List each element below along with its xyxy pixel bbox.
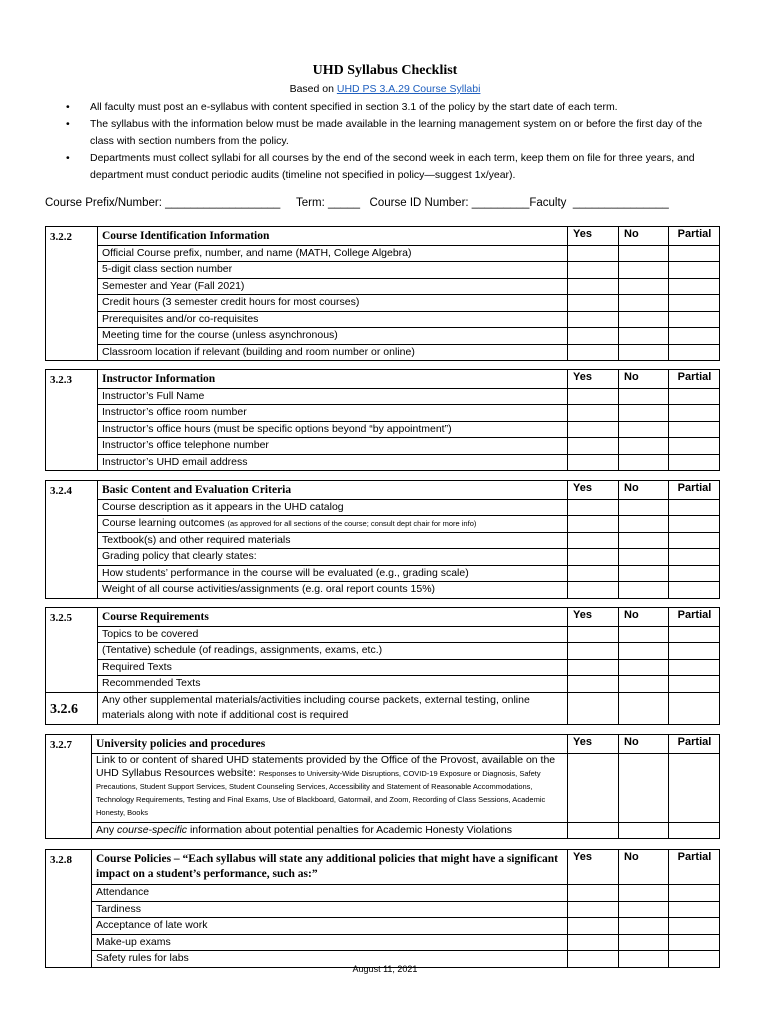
no-header: No xyxy=(619,227,669,246)
checklist-item: Any course-specific information about potential penalties for Academic Honesty Violations xyxy=(92,822,568,839)
section-3-2-3 xyxy=(45,369,720,471)
partial-cell[interactable] xyxy=(669,405,720,422)
partial-cell[interactable] xyxy=(669,582,720,599)
yes-header: Yes xyxy=(568,735,619,754)
no-cell[interactable] xyxy=(619,822,669,839)
no-cell[interactable] xyxy=(619,643,669,660)
no-cell[interactable] xyxy=(619,328,669,345)
checklist-item: Prerequisites and/or co-requisites xyxy=(98,311,568,328)
partial-header: Partial xyxy=(669,735,720,754)
partial-cell[interactable] xyxy=(669,245,720,262)
no-cell[interactable] xyxy=(619,388,669,405)
yes-cell[interactable] xyxy=(568,454,619,471)
partial-cell[interactable] xyxy=(669,344,720,361)
no-cell[interactable] xyxy=(619,582,669,599)
yes-header: Yes xyxy=(568,481,619,500)
shared-statements-note: Responses to University-Wide Disruptions, COVID-19 Exposure or Diagnosis, Safety Precautions, Student Support Services, Student Counseling Services, Accessibility and Statement of Reasonable Accommodations, Technology Requirements, Testing and Final Exams, Use of Blackboard, Gatormail, and Zoom, Recording of Class Sessions, Academic Honesty, Books xyxy=(96,768,546,817)
checklist-item: Meeting time for the course (unless asynchronous) xyxy=(98,328,568,345)
no-cell[interactable] xyxy=(619,245,669,262)
partial-cell[interactable] xyxy=(669,901,720,918)
section-number: 3.2.4 xyxy=(46,481,98,599)
yes-cell[interactable] xyxy=(568,532,619,549)
partial-header: Partial xyxy=(669,370,720,389)
yes-cell[interactable] xyxy=(568,753,619,822)
no-header: No xyxy=(619,481,669,500)
no-cell[interactable] xyxy=(619,918,669,935)
section-heading: Course Policies – “Each syllabus will state any additional policies that might have a significant impact on a student’s performance, such as:” xyxy=(92,850,568,885)
bullet-icon: • xyxy=(66,152,70,164)
no-cell[interactable] xyxy=(619,262,669,279)
section-heading: Course Requirements xyxy=(98,608,568,627)
no-cell[interactable] xyxy=(619,405,669,422)
yes-cell[interactable] xyxy=(568,659,619,676)
bullet-icon: • xyxy=(66,118,70,130)
no-cell[interactable] xyxy=(619,659,669,676)
outcomes-note: (as approved for all sections of the course; consult dept chair for more info) xyxy=(227,519,477,528)
section-heading: Basic Content and Evaluation Criteria xyxy=(98,481,568,500)
section-number: 3.2.5 xyxy=(46,608,98,693)
checklist-item: Link to or content of shared UHD statements provided by the Office of the Provost, available on the UHD Syllabus Resources website: Responses to University-Wide Disruptions, COVID-19 Exposure or Diagnosis, Safety Precautions, Student Support Services, Student Counseling Services, Accessibility and Statement of Reasonable Accommodations, Technology Requirements, Testing and Final Exams, Use of Blackboard, Gatormail, and Zoom, Recording of Class Sessions, Academic Honesty, Books xyxy=(92,753,568,822)
partial-cell[interactable] xyxy=(669,421,720,438)
checklist-item: Safety rules for labs xyxy=(92,951,568,968)
yes-cell[interactable] xyxy=(568,901,619,918)
partial-header: Partial xyxy=(669,850,720,885)
partial-cell[interactable] xyxy=(669,516,720,533)
partial-cell[interactable] xyxy=(669,676,720,693)
checklist-item: Textbook(s) and other required materials xyxy=(98,532,568,549)
section-3-2-7 xyxy=(45,734,720,839)
no-cell[interactable] xyxy=(619,753,669,822)
yes-header: Yes xyxy=(568,608,619,627)
partial-cell[interactable] xyxy=(669,753,720,822)
partial-cell[interactable] xyxy=(669,388,720,405)
partial-cell[interactable] xyxy=(669,499,720,516)
no-cell[interactable] xyxy=(619,901,669,918)
section-number: 3.2.2 xyxy=(46,227,98,361)
partial-cell[interactable] xyxy=(669,565,720,582)
checklist-item: Instructor’s office room number xyxy=(98,405,568,422)
section-number: 3.2.3 xyxy=(46,370,98,471)
bullet-item: • The syllabus with the information below must be made available in the learning management system on or before the first day of the class with section numbers from the policy. xyxy=(66,118,703,147)
section-3-2-4 xyxy=(45,480,720,599)
checklist-item: 5-digit class section number xyxy=(98,262,568,279)
checklist-item: Instructor’s Full Name xyxy=(98,388,568,405)
checklist-item: Make-up exams xyxy=(92,934,568,951)
yes-cell[interactable] xyxy=(568,565,619,582)
no-cell[interactable] xyxy=(619,626,669,643)
checklist-item: Any other supplemental materials/activities including course packets, external testing, online materials along with note if additional cost is required xyxy=(98,692,568,724)
checklist-item: Official Course prefix, number, and name (MATH, College Algebra) xyxy=(98,245,568,262)
no-cell[interactable] xyxy=(619,454,669,471)
yes-cell[interactable] xyxy=(568,388,619,405)
checklist-subitem: How students’ performance in the course will be evaluated (e.g., grading scale) xyxy=(98,565,568,582)
section-heading: Instructor Information xyxy=(98,370,568,389)
partial-cell[interactable] xyxy=(669,532,720,549)
checklist-item: Required Texts xyxy=(98,659,568,676)
checklist-item: Instructor’s UHD email address xyxy=(98,454,568,471)
checklist-item: Course description as it appears in the UHD catalog xyxy=(98,499,568,516)
yes-header: Yes xyxy=(568,370,619,389)
partial-cell[interactable] xyxy=(669,692,720,724)
no-cell[interactable] xyxy=(619,278,669,295)
yes-cell[interactable] xyxy=(568,822,619,839)
bullet-item: • Departments must collect syllabi for all courses by the end of the second week in each term, keep them on file for three years, and department must conduct periodic audits (timeline not specified in policy—suggest 1x/year). xyxy=(66,152,695,181)
partial-cell[interactable] xyxy=(669,626,720,643)
partial-cell[interactable] xyxy=(669,328,720,345)
course-info-fields[interactable]: Course Prefix/Number: __________________ Term: _____ Course ID Number: _________Faculty _______________ xyxy=(45,197,669,209)
partial-cell[interactable] xyxy=(669,934,720,951)
yes-cell[interactable] xyxy=(568,549,619,566)
yes-cell[interactable] xyxy=(568,328,619,345)
partial-header: Partial xyxy=(669,227,720,246)
no-header: No xyxy=(619,370,669,389)
yes-cell[interactable] xyxy=(568,295,619,312)
partial-cell[interactable] xyxy=(669,295,720,312)
yes-cell[interactable] xyxy=(568,516,619,533)
yes-cell[interactable] xyxy=(568,421,619,438)
based-on-line xyxy=(0,83,770,95)
partial-cell[interactable] xyxy=(669,311,720,328)
yes-cell[interactable] xyxy=(568,885,619,902)
partial-header: Partial xyxy=(669,481,720,500)
checklist-item: Semester and Year (Fall 2021) xyxy=(98,278,568,295)
yes-cell[interactable] xyxy=(568,676,619,693)
checklist-item: Grading policy that clearly states: xyxy=(98,549,568,566)
no-cell[interactable] xyxy=(619,934,669,951)
yes-cell[interactable] xyxy=(568,934,619,951)
section-number: 3.2.7 xyxy=(46,735,92,839)
section-heading: Course Identification Information xyxy=(98,227,568,246)
partial-cell[interactable] xyxy=(669,659,720,676)
checklist-item: (Tentative) schedule (of readings, assignments, exams, etc.) xyxy=(98,643,568,660)
checklist-item: Tardiness xyxy=(92,901,568,918)
partial-cell[interactable] xyxy=(669,643,720,660)
yes-cell[interactable] xyxy=(568,405,619,422)
requirements-list xyxy=(66,99,726,184)
checklist-item: Recommended Texts xyxy=(98,676,568,693)
no-cell[interactable] xyxy=(619,311,669,328)
based-on-prefix: Based on xyxy=(289,83,337,95)
yes-cell[interactable] xyxy=(568,438,619,455)
section-3-2-8 xyxy=(45,849,720,968)
no-cell[interactable] xyxy=(619,344,669,361)
checklist-item: Classroom location if relevant (building and room number or online) xyxy=(98,344,568,361)
yes-cell[interactable] xyxy=(568,582,619,599)
section-number: 3.2.8 xyxy=(46,850,92,968)
partial-cell[interactable] xyxy=(669,438,720,455)
no-cell[interactable] xyxy=(619,516,669,533)
yes-cell[interactable] xyxy=(568,311,619,328)
checklist-item: Course learning outcomes (as approved for all sections of the course; consult dept chair for more info) xyxy=(98,516,568,533)
no-cell[interactable] xyxy=(619,676,669,693)
no-cell[interactable] xyxy=(619,295,669,312)
yes-cell[interactable] xyxy=(568,626,619,643)
partial-cell[interactable] xyxy=(669,454,720,471)
no-header: No xyxy=(619,608,669,627)
section-heading: University policies and procedures xyxy=(92,735,568,754)
yes-cell[interactable] xyxy=(568,643,619,660)
checklist-item: Acceptance of late work xyxy=(92,918,568,935)
yes-header: Yes xyxy=(568,850,619,885)
no-header: No xyxy=(619,850,669,885)
bullet-icon: • xyxy=(66,101,70,113)
yes-cell[interactable] xyxy=(568,278,619,295)
partial-cell[interactable] xyxy=(669,549,720,566)
yes-cell[interactable] xyxy=(568,918,619,935)
no-cell[interactable] xyxy=(619,549,669,566)
no-cell[interactable] xyxy=(619,499,669,516)
no-cell[interactable] xyxy=(619,885,669,902)
checklist-item: Topics to be covered xyxy=(98,626,568,643)
checklist-item: Attendance xyxy=(92,885,568,902)
partial-header: Partial xyxy=(669,608,720,627)
checklist-item: Instructor’s office telephone number xyxy=(98,438,568,455)
partial-cell[interactable] xyxy=(669,822,720,839)
partial-cell[interactable] xyxy=(669,885,720,902)
yes-cell[interactable] xyxy=(568,692,619,724)
yes-cell[interactable] xyxy=(568,344,619,361)
policy-link[interactable]: UHD PS 3.A.29 Course Syllabi xyxy=(336,83,481,95)
yes-header: Yes xyxy=(568,227,619,246)
checklist-subitem: Weight of all course activities/assignments (e.g. oral report counts 15%) xyxy=(98,582,568,599)
page-title: UHD Syllabus Checklist xyxy=(312,63,458,78)
no-cell[interactable] xyxy=(619,532,669,549)
yes-cell[interactable] xyxy=(568,499,619,516)
section-3-2-2 xyxy=(45,226,720,361)
checklist-item: Credit hours (3 semester credit hours for most courses) xyxy=(98,295,568,312)
checklist-item: Instructor’s office hours (must be specific options beyond “by appointment”) xyxy=(98,421,568,438)
yes-cell[interactable] xyxy=(568,262,619,279)
no-cell[interactable] xyxy=(619,692,669,724)
partial-cell[interactable] xyxy=(669,278,720,295)
section-3-2-5 xyxy=(45,607,720,725)
section-number: 3.2.6 xyxy=(46,692,98,724)
footer-date: August 11, 2021 xyxy=(352,964,418,974)
no-cell[interactable] xyxy=(619,565,669,582)
bullet-item: • All faculty must post an e-syllabus with content specified in section 3.1 of the policy by the start date of each term. xyxy=(66,99,726,116)
partial-cell[interactable] xyxy=(669,918,720,935)
partial-cell[interactable] xyxy=(669,262,720,279)
yes-cell[interactable] xyxy=(568,245,619,262)
no-cell[interactable] xyxy=(619,421,669,438)
no-header: No xyxy=(619,735,669,754)
no-cell[interactable] xyxy=(619,438,669,455)
